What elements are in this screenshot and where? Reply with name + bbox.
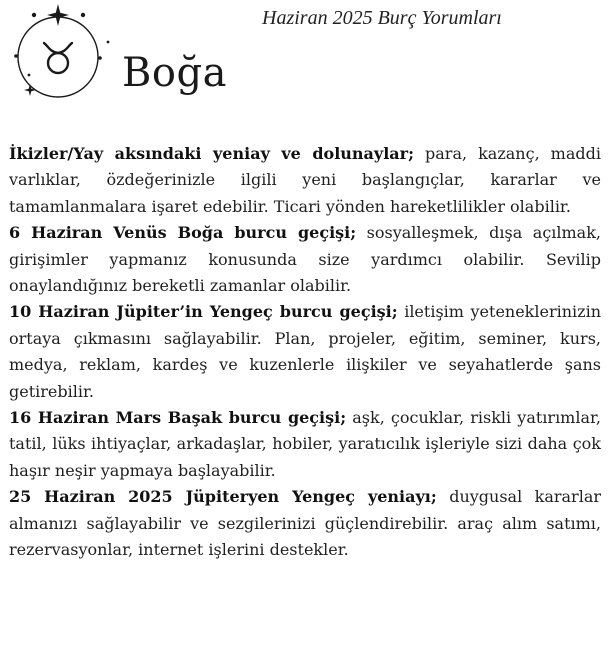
- paragraph-mars-transit: [9, 405, 601, 484]
- paragraph-new-moon: [9, 484, 601, 563]
- paragraph-lead: 16 Haziran Mars Başak burcu geçişi;: [9, 408, 347, 428]
- paragraph-new-full-moons: [9, 141, 601, 220]
- paragraph-lead: 10 Haziran Jüpiter’in Yengeç burcu geçişi;: [9, 302, 398, 322]
- page-subtitle: Haziran 2025 Burç Yorumları: [262, 7, 502, 29]
- dot-right-icon: [98, 56, 102, 60]
- paragraph-body: duygusal kararlar almanızı sağlayabilir ve sezgilerinizi güçlendirebilir. araç alım satımı, rezervasyonlar, internet işlerini destekler.: [9, 487, 602, 560]
- sparkle-top-icon: [47, 4, 69, 26]
- paragraph-lead: İkizler/Yay aksındaki yeniay ve dolunaylar;: [9, 144, 414, 163]
- paragraph-lead: 25 Haziran 2025 Jüpiteryen Yengeç yeniayı;: [9, 487, 437, 507]
- paragraph-body: para, kazanç, maddi varlıklar, özdeğerinizle ilgili yeni başlangıçlar, kararlar ve tamamlanmalara işaret edebilir. Ticari yönden hareketlilikler olabilir.: [9, 144, 601, 216]
- sparkle-bottom-left-icon: [24, 84, 36, 96]
- page-title: Boğa: [122, 50, 227, 96]
- horoscope-text: [9, 141, 601, 564]
- dot-top-left-icon: [32, 13, 36, 17]
- paragraph-lead: 6 Haziran Venüs Boğa burcu geçişi;: [9, 223, 357, 243]
- paragraph-body: iletişim yeteneklerinizin ortaya çıkmasını sağlayabilir. Plan, projeler, eğitim, seminer, kurs, medya, reklam, kardeş ve kuzenlerle ilişkiler ve seyahatlerde şans getirebilir.: [9, 302, 601, 401]
- zodiac-emblem: [4, 2, 112, 106]
- paragraph-body: aşk, çocuklar, riskli yatırımlar, tatil, lüks ihtiyaçlar, arkadaşlar, hobiler, yaratıcılık işleriyle sizi daha çok haşır neşir yapmaya başlayabilir.: [9, 408, 601, 480]
- dot-top-right-icon: [81, 13, 85, 17]
- taurus-glyph-icon: [44, 43, 72, 73]
- dot-lower-left-icon: [28, 74, 31, 77]
- paragraph-venus-transit: [9, 220, 601, 299]
- page-header: [0, 0, 610, 135]
- paragraph-jupiter-transit: [9, 299, 601, 405]
- dot-left-icon: [14, 54, 18, 58]
- paragraph-body: sosyalleşmek, dışa açılmak, girişimler yapmanız konusunda size yardımcı olabilir. Sevilip onaylandığınız bereketli zamanlar olabilir.: [9, 223, 602, 296]
- dot-far-right-icon: [107, 41, 110, 44]
